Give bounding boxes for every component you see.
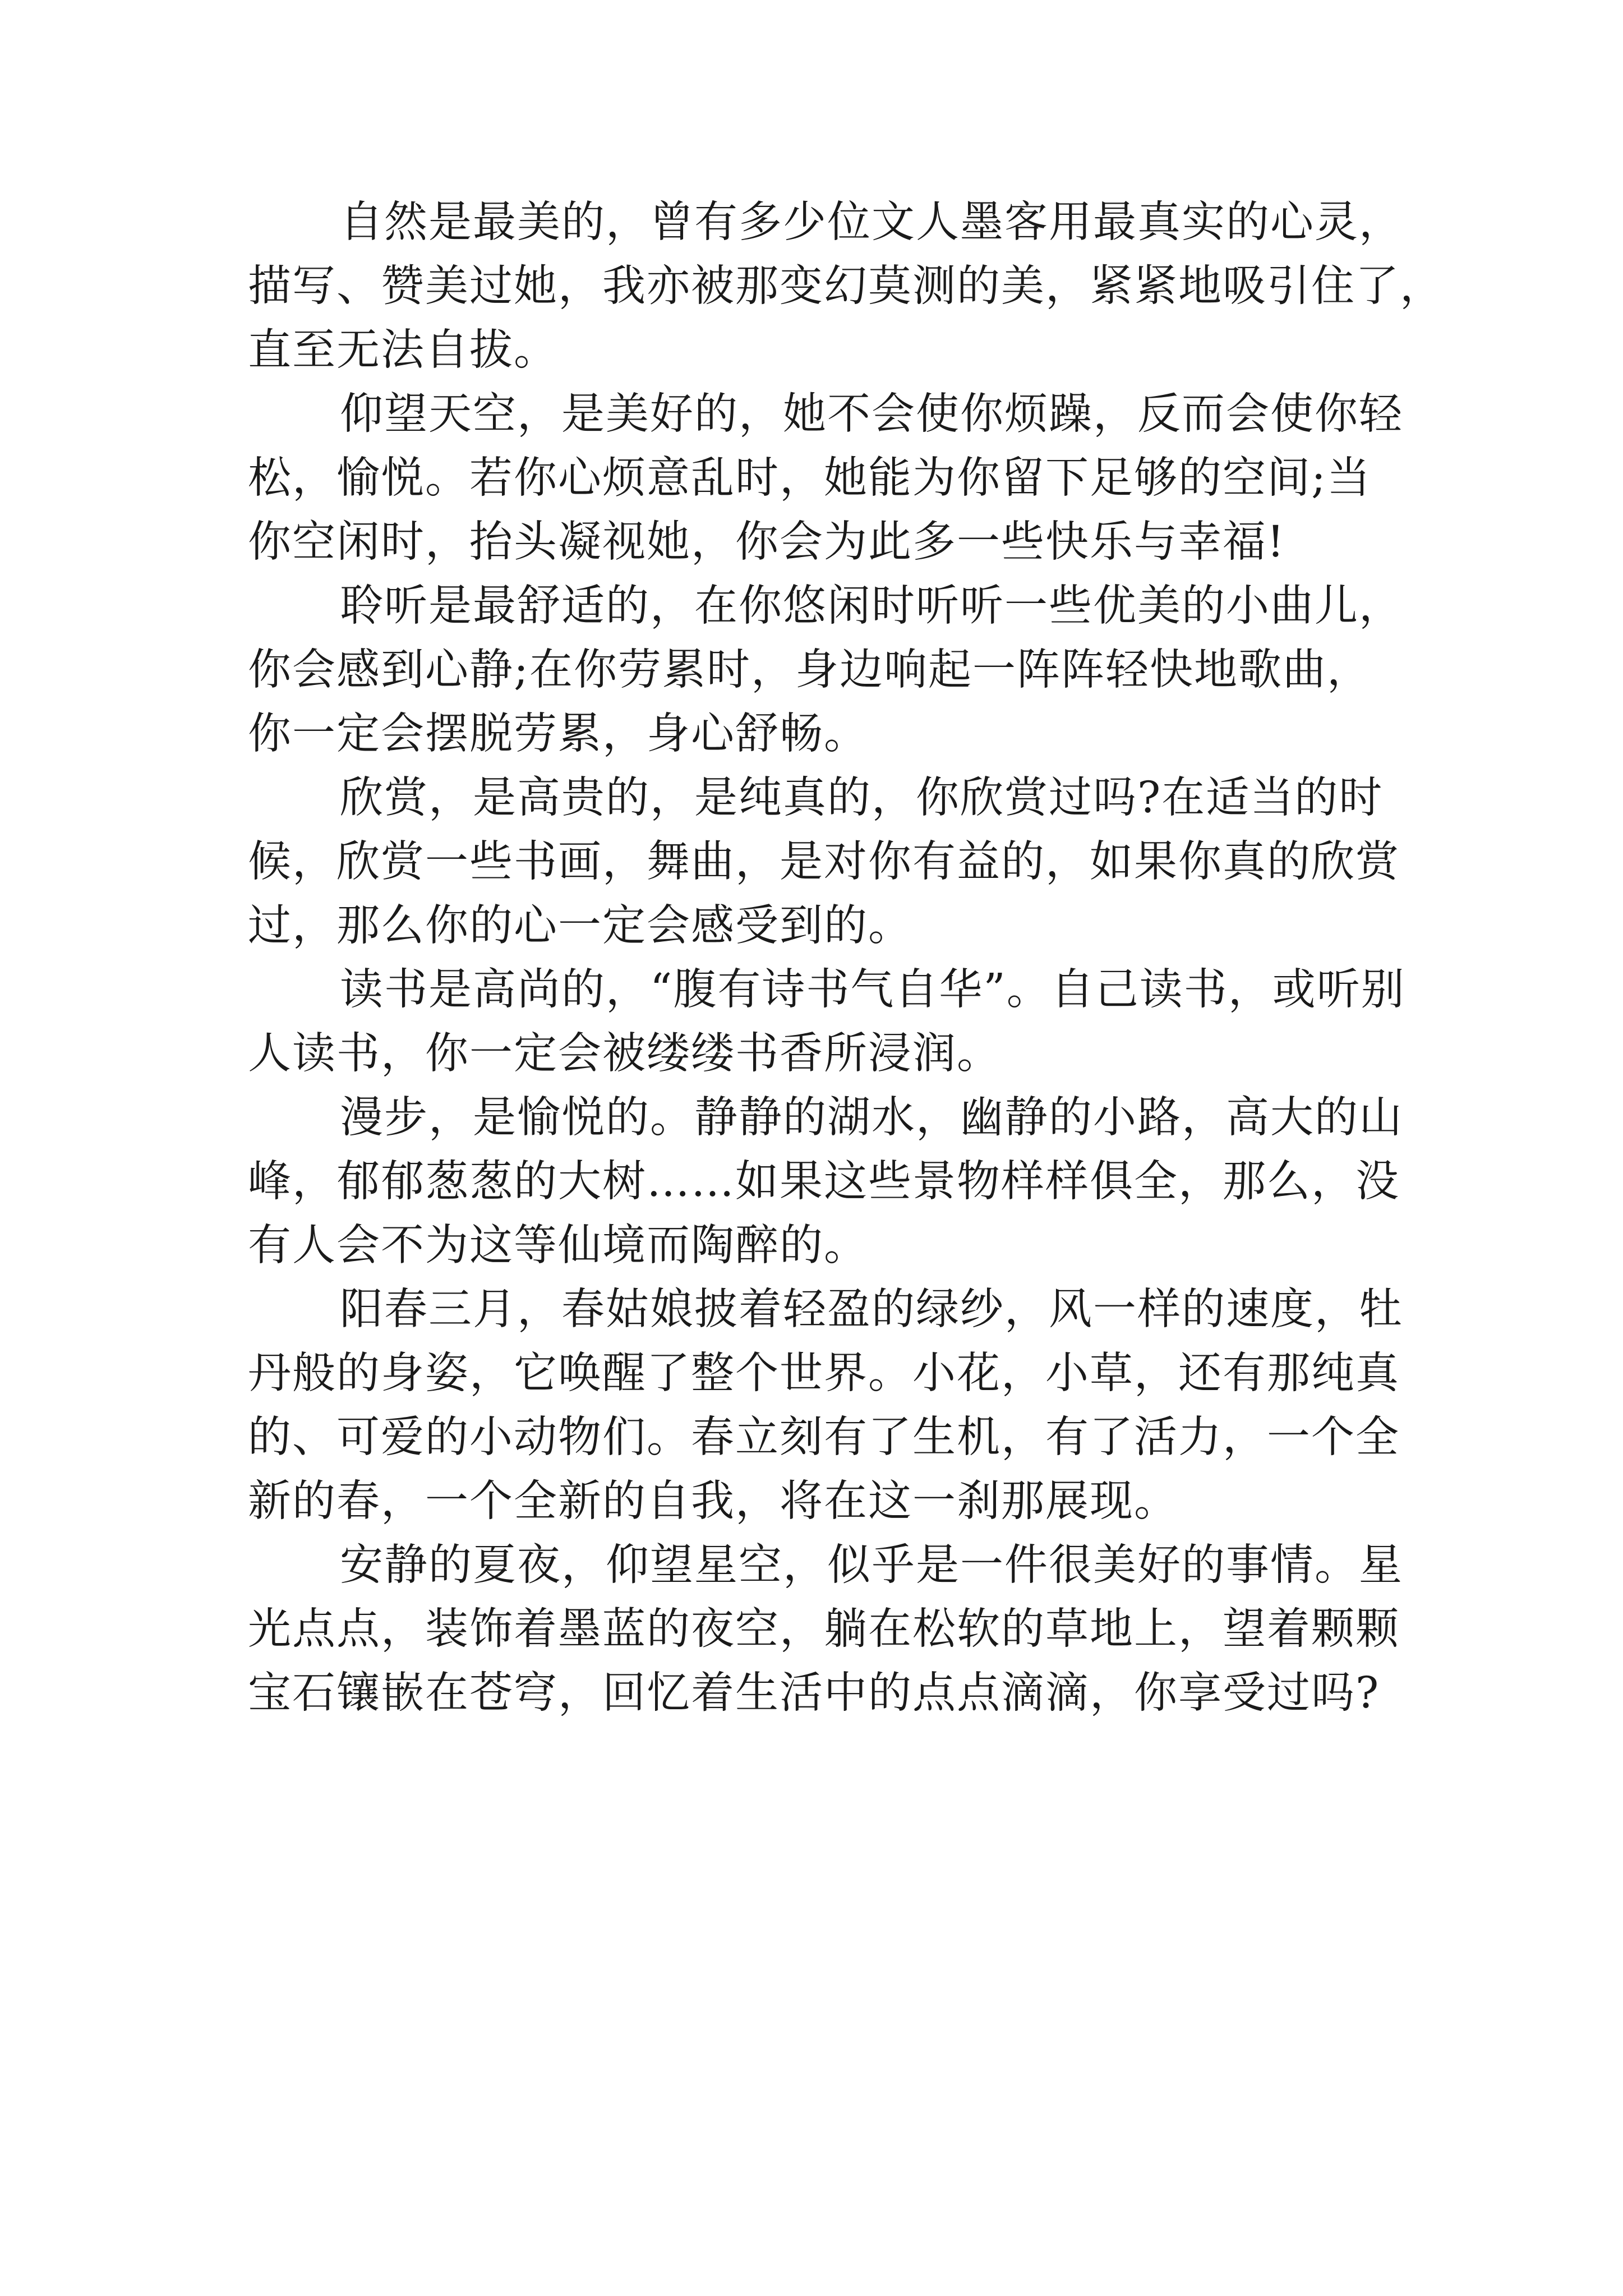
- text-line: 你一定会摆脱劳累，身心舒畅。: [248, 709, 868, 759]
- text-line: 漫步，是愉悦的。静静的湖水，幽静的小路，高大的山: [340, 1093, 1403, 1143]
- text-line: 新的春，一个全新的自我，将在这一刹那展现。: [248, 1476, 1178, 1526]
- text-line: 的、可爱的小动物们。春立刻有了生机，有了活力，一个全: [248, 1412, 1400, 1462]
- text-line: 你空闲时，抬头凝视她，你会为此多一些快乐与幸福!: [248, 517, 1285, 567]
- text-line: 欣赏，是高贵的，是纯真的，你欣赏过吗?在适当的时: [340, 773, 1384, 823]
- text-line: 宝石镶嵌在苍穹，回忆着生活中的点点滴滴，你享受过吗?: [248, 1668, 1380, 1718]
- body-text: [248, 191, 1448, 1726]
- text-line: 有人会不为这等仙境而陶醉的。: [248, 1221, 868, 1271]
- text-line: 峰，郁郁葱葱的大树……如果这些景物样样俱全，那么，没: [248, 1157, 1400, 1207]
- text-line: 直至无法自拔。: [248, 325, 558, 375]
- text-line: 描写、赞美过她，我亦被那变幻莫测的美，紧紧地吸引住了，: [248, 261, 1444, 311]
- text-line: 丹般的身姿，它唤醒了整个世界。小花，小草，还有那纯真: [248, 1349, 1400, 1398]
- text-line: 自然是最美的，曾有多少位文人墨客用最真实的心灵，: [340, 197, 1403, 247]
- text-line: 读书是高尚的，“腹有诗书气自华”。自己读书，或听别: [340, 965, 1405, 1015]
- text-line: 过，那么你的心一定会感受到的。: [248, 901, 912, 951]
- text-line: 阳春三月，春姑娘披着轻盈的绿纱，风一样的速度，牡: [340, 1285, 1403, 1335]
- text-line: 仰望天空，是美好的，她不会使你烦躁，反而会使你轻: [340, 389, 1403, 439]
- text-line: 光点点，装饰着墨蓝的夜空，躺在松软的草地上，望着颗颗: [248, 1604, 1400, 1654]
- text-line: 候，欣赏一些书画，舞曲，是对你有益的，如果你真的欣赏: [248, 837, 1400, 887]
- text-line: 松，愉悦。若你心烦意乱时，她能为你留下足够的空间;当: [248, 453, 1371, 503]
- text-line: 聆听是最舒适的，在你悠闲时听听一些优美的小曲儿，: [340, 581, 1403, 631]
- text-line: 人读书，你一定会被缕缕书香所浸润。: [248, 1029, 1001, 1079]
- text-line: 你会感到心静;在你劳累时，身边响起一阵阵轻快地歌曲，: [248, 645, 1371, 695]
- text-line: 安静的夏夜，仰望星空，似乎是一件很美好的事情。星: [340, 1540, 1403, 1590]
